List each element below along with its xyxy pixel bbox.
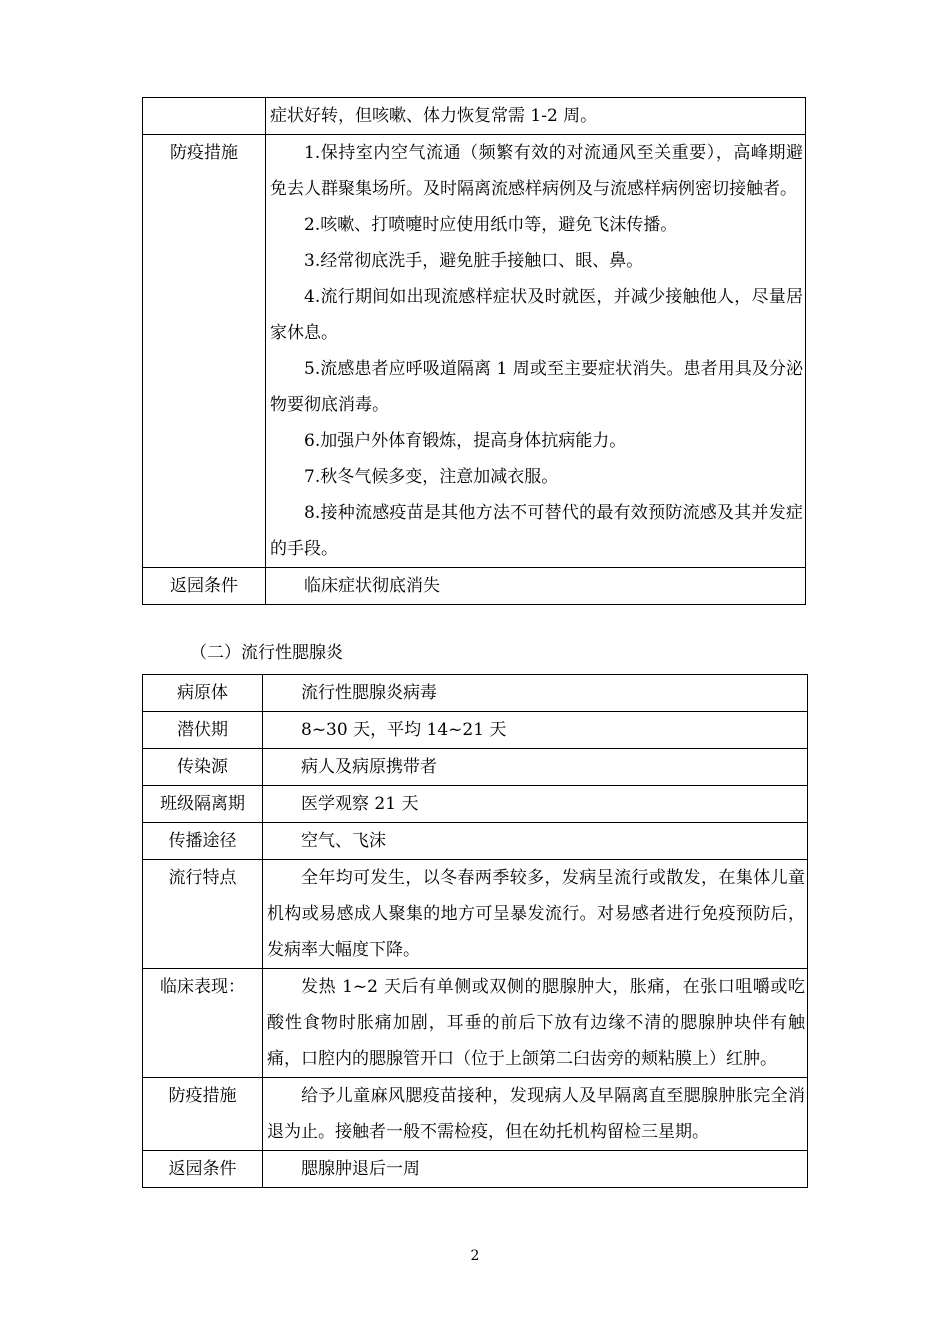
row-label: 传播途径 xyxy=(143,823,263,860)
measure-item: 2.咳嗽、打喷嚏时应使用纸巾等，避免飞沫传播。 xyxy=(304,215,678,235)
row-label: 流行特点 xyxy=(143,860,263,969)
table-row xyxy=(143,98,806,135)
row-value: 全年均可发生，以冬春两季较多，发病呈流行或散发，在集体儿童机构或易感成人聚集的地方可呈暴发流行。对易感者进行免疫预防后，发病率大幅度下降。 xyxy=(263,860,808,969)
row-value: 病人及病原携带者 xyxy=(263,749,808,786)
empty-label-cell xyxy=(143,98,266,135)
measure-item: 3.经常彻底洗手，避免脏手接触口、眼、鼻。 xyxy=(304,251,644,271)
row-value: 流行性腮腺炎病毒 xyxy=(263,675,808,712)
row-label: 临床表现： xyxy=(143,969,263,1078)
return-label: 返园条件 xyxy=(143,568,266,605)
mumps-table xyxy=(142,674,808,1188)
row-value: 空气、飞沫 xyxy=(263,823,808,860)
table-row xyxy=(143,675,808,712)
table-row xyxy=(143,1151,808,1188)
row-value: 发热 1~2 天后有单侧或双侧的腮腺肿大，胀痛，在张口咀嚼或吃酸性食物时胀痛加剧，耳垂的前后下放有边缘不清的腮腺肿块伴有触痛，口腔内的腮腺管开口（位于上颌第二臼齿旁的颊粘膜上）红肿。 xyxy=(263,969,808,1078)
row-label: 传染源 xyxy=(143,749,263,786)
table-row xyxy=(143,860,808,969)
continuation-text: 症状好转，但咳嗽、体力恢复常需 1-2 周。 xyxy=(266,98,806,135)
page-number: 2 xyxy=(470,1248,480,1264)
row-label: 潜伏期 xyxy=(143,712,263,749)
table-row xyxy=(143,786,808,823)
table-row xyxy=(143,749,808,786)
measures-label: 防疫措施 xyxy=(143,135,266,568)
table-row xyxy=(143,712,808,749)
measure-item: 1.保持室内空气流通（频繁有效的对流通风至关重要），高峰期避免去人群聚集场所。及时隔离流感样病例及与流感样病例密切接触者。 xyxy=(270,143,803,199)
measures-list xyxy=(266,135,806,568)
row-value: 给予儿童麻风腮疫苗接种，发现病人及早隔离直至腮腺肿胀完全消退为止。接触者一般不需检疫，但在幼托机构留检三星期。 xyxy=(263,1078,808,1151)
row-value: 8~30 天，平均 14~21 天 xyxy=(263,712,808,749)
measure-item: 5.流感患者应呼吸道隔离 1 周或至主要症状消失。患者用具及分泌物要彻底消毒。 xyxy=(270,359,803,415)
section-title: （二）流行性腮腺炎 xyxy=(190,643,343,663)
row-label: 病原体 xyxy=(143,675,263,712)
row-value: 腮腺肿退后一周 xyxy=(263,1151,808,1188)
influenza-table xyxy=(142,97,806,605)
measure-item: 7.秋冬气候多变，注意加减衣服。 xyxy=(304,467,559,487)
row-value: 医学观察 21 天 xyxy=(263,786,808,823)
row-label: 班级隔离期 xyxy=(143,786,263,823)
row-label: 返园条件 xyxy=(143,1151,263,1188)
return-value: 临床症状彻底消失 xyxy=(266,568,806,605)
table-row xyxy=(143,568,806,605)
row-label: 防疫措施 xyxy=(143,1078,263,1151)
measure-item: 8.接种流感疫苗是其他方法不可替代的最有效预防流感及其并发症的手段。 xyxy=(270,503,803,559)
table-row xyxy=(143,135,806,568)
table-row xyxy=(143,1078,808,1151)
table-row xyxy=(143,969,808,1078)
measure-item: 4.流行期间如出现流感样症状及时就医，并减少接触他人，尽量居家休息。 xyxy=(270,287,803,343)
measure-item: 6.加强户外体育锻炼，提高身体抗病能力。 xyxy=(304,431,627,451)
table-row xyxy=(143,823,808,860)
